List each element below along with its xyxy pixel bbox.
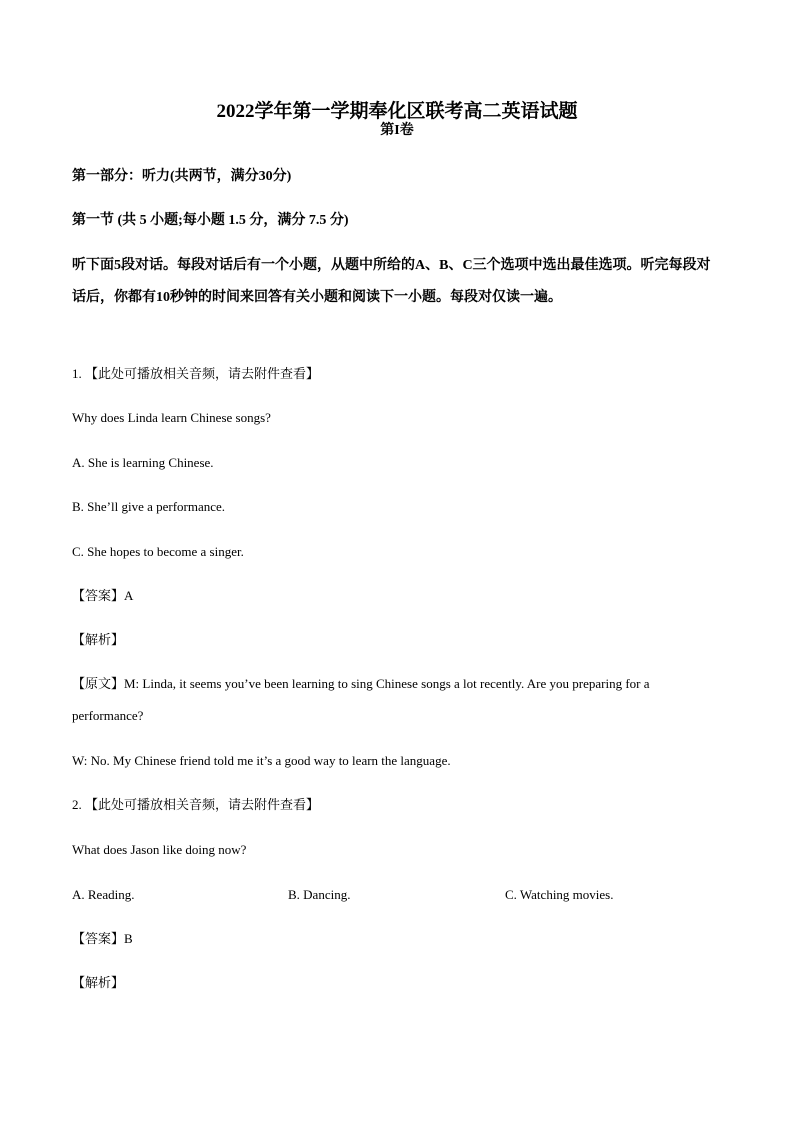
instructions-paragraph: 听下面5段对话。每段对话后有一个小题，从题中所给的A、B、C三个选项中选出最佳选项。听完每段对话后，你都有10秒钟的时间来回答有关小题和阅读下一小题。每段对仅读一遍。 (72, 258, 711, 305)
q1-option-b: B. She’ll give a performance. (72, 499, 226, 514)
q1-audio-note[interactable]: 1. 【此处可播放相关音频，请去附件查看】 (72, 366, 320, 381)
q2-audio-note[interactable]: 2. 【此处可播放相关音频，请去附件查看】 (72, 797, 320, 812)
section-heading: 第一节 (共 5 小题;每小题 1.5 分，满分 7.5 分) (72, 213, 349, 228)
volume-heading: 第I卷 (380, 123, 414, 138)
q1-question: Why does Linda learn Chinese songs? (72, 410, 271, 425)
q2-option-a: A. Reading. (72, 887, 135, 902)
q2-option-c: C. Watching movies. (505, 887, 614, 902)
q2-answer: 【答案】B (72, 931, 133, 946)
q1-analysis: 【解析】 (72, 632, 125, 647)
q2-option-b: B. Dancing. (288, 887, 351, 902)
q1-transcript: 【原文】M: Linda, it seems you’ve been learning to sing Chinese songs a lot recently. Are you preparing for a performance? (72, 676, 650, 723)
q1-transcript-w: W: No. My Chinese friend told me it’s a good way to learn the language. (72, 753, 451, 768)
document-title: 2022学年第一学期奉化区联考高二英语试题 (216, 101, 578, 122)
q2-analysis: 【解析】 (72, 975, 125, 990)
part-heading: 第一部分：听力(共两节，满分30分) (72, 169, 292, 184)
q1-answer: 【答案】A (72, 588, 134, 603)
q1-option-a: A. She is learning Chinese. (72, 455, 214, 470)
q2-question: What does Jason like doing now? (72, 842, 247, 857)
q1-option-c: C. She hopes to become a singer. (72, 544, 244, 559)
